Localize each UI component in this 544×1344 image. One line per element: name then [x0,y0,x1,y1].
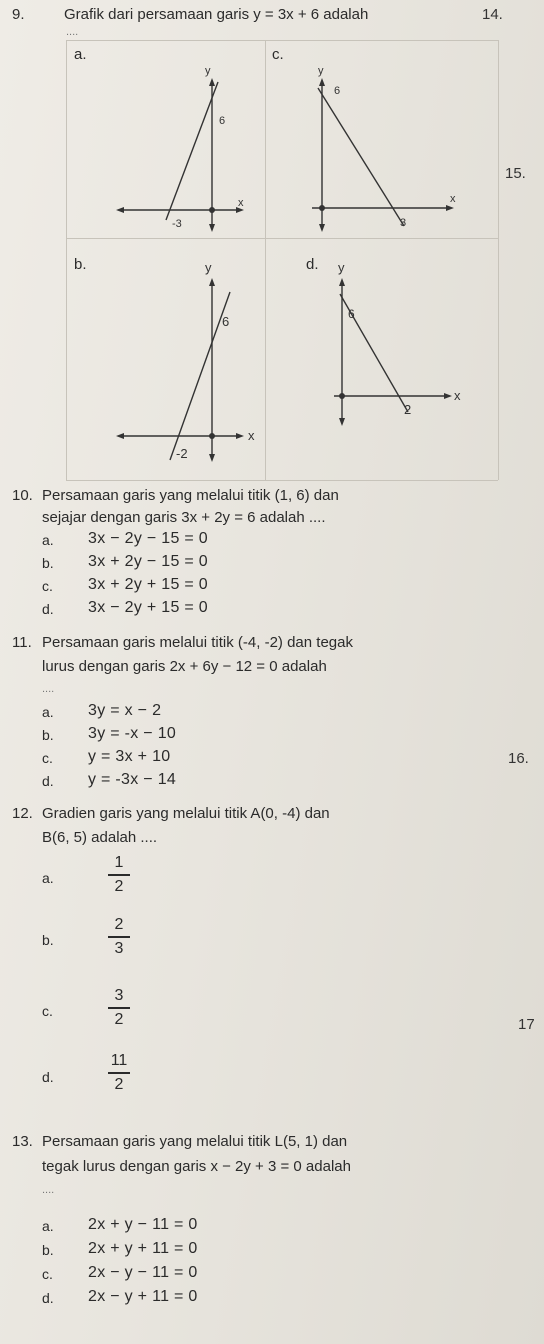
graph-d-y-tick: 6 [348,307,355,321]
q13-option-b-label: b. [42,1242,54,1258]
q12-option-b-numerator: 2 [114,916,124,933]
q10-option-b-label: b. [42,555,54,571]
margin-number-16: 16. [508,750,529,767]
graph-a-x-label: x [238,197,244,209]
graph-a [100,60,260,240]
graph-b-y-label: y [205,262,212,275]
q13-option-b-text: 2x + y + 11 = 0 [88,1240,198,1257]
q12-option-c-fraction [108,987,130,1029]
graph-b-x-label: x [248,428,255,443]
q11-option-b-label: b. [42,727,54,743]
q9-text: Grafik dari persamaan garis y = 3x + 6 adalah [64,6,369,23]
graph-c-label: c. [272,46,284,63]
q12-option-a-numerator: 1 [114,854,124,871]
graph-c-x-label: x [450,193,456,205]
q13-option-c-text: 2x − y − 11 = 0 [88,1264,198,1281]
q12-option-d-label: d. [42,1069,54,1085]
q10-option-a-label: a. [42,532,54,548]
q9-number: 9. [12,6,25,23]
q10-line2: sejajar dengan garis 3x + 2y = 6 adalah .... [42,509,326,526]
q13-line2: tegak lurus dengan garis x − 2y + 3 = 0 adalah [42,1158,351,1175]
graph-c [300,60,480,240]
graph-a-y-tick: 6 [219,115,226,127]
q11-line2: lurus dengan garis 2x + 6y − 12 = 0 adalah [42,658,327,675]
q12-option-d-fraction [108,1052,130,1094]
margin-number-17: 17 [518,1016,535,1033]
q12-option-b-label: b. [42,932,54,948]
q12-option-a-denominator: 2 [114,877,124,895]
graph-b [100,262,270,472]
graph-b-y-tick: 6 [222,314,230,329]
q13-option-d-label: d. [42,1290,54,1306]
q12-option-b-denominator: 3 [114,939,124,957]
q11-option-a-text: 3y = x − 2 [88,702,162,719]
q13-number: 13. [12,1133,33,1150]
graph-d-y-label: y [338,262,345,275]
graph-c-x-tick: 3 [400,217,407,229]
q10-option-c-text: 3x + 2y + 15 = 0 [88,576,208,593]
grid-top-line [66,40,498,41]
margin-number-14: 14. [482,6,503,23]
graph-b-x-tick: -2 [176,446,188,461]
q11-option-d-text: y = -3x − 14 [88,771,177,788]
grid-left-line [66,40,67,480]
grid-right-line [498,40,499,480]
q10-number: 10. [12,487,33,504]
q9-dots: .... [66,26,79,38]
q13-option-c-label: c. [42,1266,53,1282]
q12-option-b-fraction [108,916,130,958]
q11-option-b-text: 3y = -x − 10 [88,725,177,742]
graph-a-label: a. [74,46,87,63]
q12-option-c-denominator: 2 [114,1010,124,1028]
q12-option-c-numerator: 3 [114,987,124,1004]
margin-number-15: 15. [505,165,526,182]
q13-option-d-text: 2x − y + 11 = 0 [88,1288,198,1305]
q12-line1: Gradien garis yang melalui titik A(0, -4) dan [42,805,330,822]
q12-number: 12. [12,805,33,822]
q11-dots: .... [42,683,55,695]
q11-option-a-label: a. [42,704,54,720]
graph-d-x-tick: 2 [404,402,412,417]
q11-number: 11. [12,634,32,651]
q10-option-a-text: 3x − 2y − 15 = 0 [88,530,208,547]
q12-option-d-numerator: 11 [110,1052,128,1069]
q12-option-d-denominator: 2 [114,1075,124,1093]
graph-c-y-tick: 6 [334,85,341,97]
q12-option-a-label: a. [42,870,54,886]
q11-option-c-text: y = 3x + 10 [88,748,171,765]
graph-d-label: d. [306,256,319,273]
graph-c-y-label: y [318,65,324,77]
graph-d [320,262,480,472]
graph-a-x-tick: -3 [172,218,182,230]
q11-option-c-label: c. [42,750,53,766]
q12-option-a-fraction [108,854,130,896]
q13-option-a-label: a. [42,1218,54,1234]
q12-line2: B(6, 5) adalah .... [42,829,158,846]
q10-option-c-label: c. [42,578,53,594]
q11-option-d-label: d. [42,773,54,789]
q10-option-d-text: 3x − 2y + 15 = 0 [88,599,208,616]
q10-line1: Persamaan garis yang melalui titik (1, 6) dan [42,487,339,504]
graph-d-x-label: x [454,388,461,403]
graph-b-label: b. [74,256,87,273]
q10-option-d-label: d. [42,601,54,617]
q13-dots: .... [42,1184,55,1196]
q11-line1: Persamaan garis melalui titik (-4, -2) dan tegak [42,634,353,651]
q12-option-c-label: c. [42,1003,53,1019]
q13-option-a-text: 2x + y − 11 = 0 [88,1216,198,1233]
graph-a-y-label: y [205,65,211,77]
grid-bottom-line [66,480,498,481]
q10-option-b-text: 3x + 2y − 15 = 0 [88,553,208,570]
q13-line1: Persamaan garis yang melalui titik L(5, 1) dan [42,1133,348,1150]
